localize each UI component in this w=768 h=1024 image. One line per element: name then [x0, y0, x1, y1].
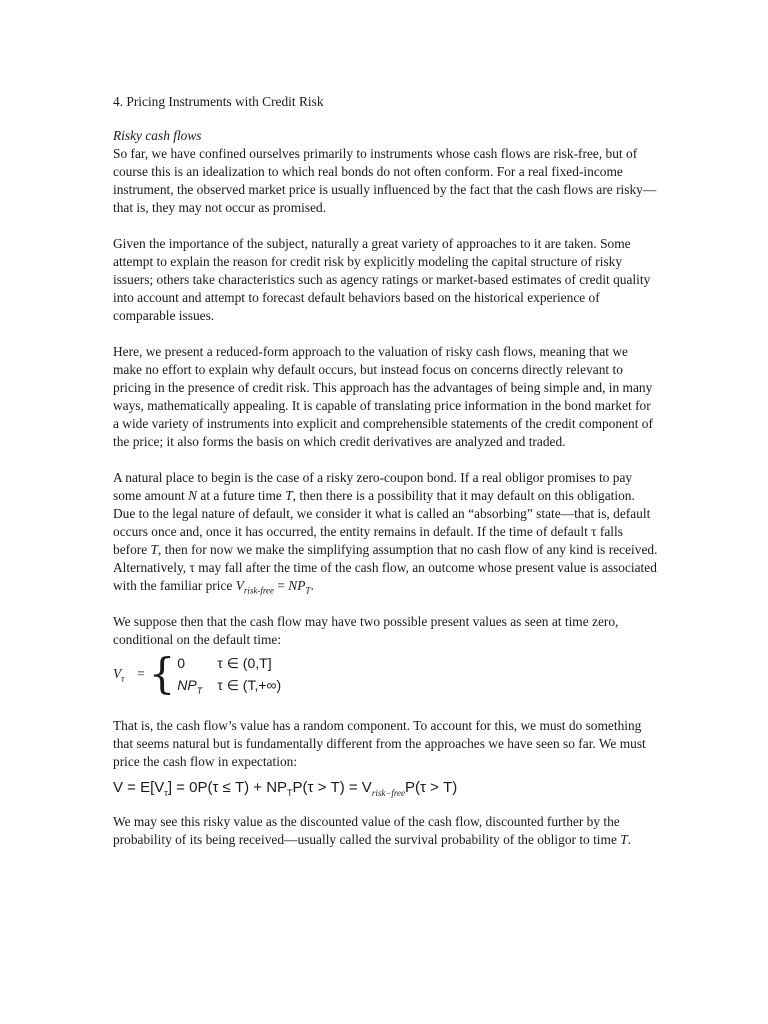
expectation-sub-b: T: [287, 788, 293, 798]
p4-text-4: , then for now we make the simplifying assumption that no cash flow of any kind is received. Alternatively, τ may fall after the time of the cash flow, an outcome whose present value is associated with the familiar price: [113, 542, 658, 593]
expectation-part-c: P(τ > T) = V: [292, 779, 372, 796]
row2-value-sub: T: [196, 685, 203, 696]
row1-value: 0: [177, 655, 186, 671]
piecewise-row-2: [177, 674, 281, 696]
paragraph-1: So far, we have confined ourselves primarily to instruments whose cash flows are risk-free, but of course this is an idealization to which real bonds do not often conform. For a real fixed-income instrument, the observed market price is usually influenced by the fact that the cash flows are risky—that is, they may not occur as promised.: [113, 146, 657, 215]
p7-var-t: T: [620, 832, 628, 847]
section-heading: 4. Pricing Instruments with Credit Risk: [113, 94, 324, 109]
piecewise-row-1: [177, 652, 281, 674]
p4-var-v: V: [235, 578, 244, 593]
row2-value-var: NP: [177, 677, 197, 693]
paragraph-7: [113, 813, 658, 849]
paragraph-4: [113, 469, 658, 595]
piecewise-equation: [113, 649, 658, 699]
expectation-equation: [113, 779, 658, 797]
expectation-part-d: P(τ > T): [405, 779, 458, 796]
paragraph-3: Here, we present a reduced-form approach to the valuation of risky cash flows, meaning that we make no effort to explain why default occurs, but instead focus on concerns directly relevant to pricing in the presence of credit risk. This approach has the advantages of being simple and, in many ways, mathematically appealing. It is capable of translating price information in the bond market for a wide variety of instruments into explicit and comprehensible statements of the credit component of the price; it also forms the basis on which credit derivatives are analyzed and traded.: [113, 344, 653, 449]
p4-var-t2: T: [150, 542, 158, 557]
paragraph-6: That is, the cash flow’s value has a random component. To account for this, we must do something that seems natural but is fundamentally different from the approaches we have seen so far. We must price the cash flow in expectation:: [113, 718, 646, 769]
piecewise-lhs-sub: τ: [121, 673, 125, 684]
p4-var-np-sub: T: [305, 585, 311, 596]
paragraph-2: Given the importance of the subject, naturally a great variety of approaches to it are taken. Some attempt to explain the reason for credit risk by explicitly modeling the capital structure of risky issuers; others take characteristics such as agency ratings or market-based estimates of credit quality into account and attempt to forecast default behaviors based on the historical experience of comparable issues.: [113, 236, 651, 323]
row2-value: [177, 676, 217, 694]
p4-var-np: NP: [288, 578, 306, 593]
piecewise-brace: {: [148, 649, 176, 698]
p7-end: .: [627, 832, 632, 847]
p4-text-2: at a future time: [197, 488, 286, 503]
document-page: [113, 93, 658, 867]
piecewise-eq: =: [137, 666, 145, 681]
expectation-part-a: V = E[V: [113, 779, 165, 796]
p4-var-v-sub: risk-free: [243, 585, 275, 596]
p4-text-5: =: [274, 578, 289, 593]
expectation-sub-c: risk−free: [371, 788, 406, 798]
paragraph-5: We suppose then that the cash flow may have two possible present values as seen at time zero, conditional on the default time:: [113, 614, 619, 647]
expectation-sub-a: τ: [164, 788, 168, 798]
row1-condition: τ ∈ (0,T]: [217, 655, 272, 671]
p4-var-n: N: [188, 488, 198, 503]
expectation-part-b: ] = 0P(τ ≤ T) + NP: [167, 779, 288, 796]
p4-text-1: A natural place to begin is the case of a risky zero-coupon bond. If a real obligor promises to pay some amount: [113, 470, 633, 503]
piecewise-lhs: [113, 665, 137, 683]
p7-text: We may see this risky value as the discounted value of the cash flow, discounted further by the probability of its being received—usually called the survival probability of the obligor to time: [113, 814, 621, 847]
p4-var-t1: T: [285, 488, 293, 503]
subsection-heading: Risky cash flows: [113, 128, 202, 143]
p4-text-3: , then there is a possibility that it may default on this obligation. Due to the legal nature of default, we consider it what is called an “absorbing” state—that is, default occurs once and, once it has occurred, the entity remains in default. If the time of default τ falls before: [113, 488, 651, 557]
row2-condition: τ ∈ (T,+∞): [217, 677, 282, 693]
piecewise-lhs-var: V: [113, 666, 122, 681]
piecewise-cases: [177, 652, 281, 696]
p4-text-6: .: [310, 578, 314, 593]
